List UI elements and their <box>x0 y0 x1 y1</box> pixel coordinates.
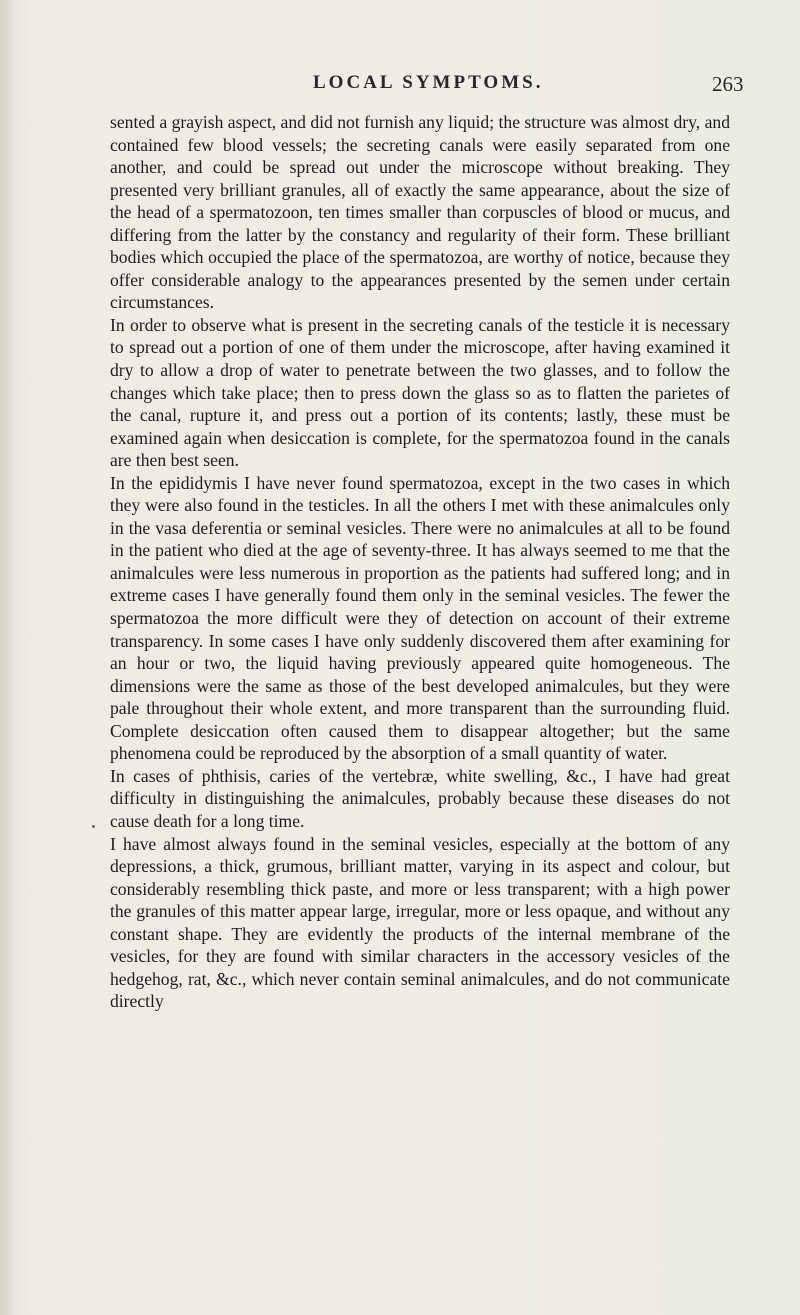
paragraph-continuation: sented a grayish aspect, and did not furnish any liquid; the structure was almost dry, and contained few blood vessels; the secreting canals were easily separated from one another, and could be spread out under the microscope without breaking. They presented very brilliant granules, all of exactly the same appearance, about the size of the head of a spermatozoon, ten times smaller than corpuscles of blood or mucus, and differing from the latter by the constancy and regularity of their form. These brilliant bodies which occupied the place of the spermatozoa, are worthy of notice, because they offer considerable analogy to the appearances presented by the semen under certain circumstances. <box>110 112 730 313</box>
paragraph-phthisis: In cases of phthisis, caries of the vertebræ, white swelling, &c., I have had great difficulty in distinguishing the animalcules, probably because these diseases do not cause death for a long time. <box>110 765 730 831</box>
running-title: LOCAL SYMPTOMS. <box>313 72 544 93</box>
running-header <box>0 72 800 102</box>
page-gutter-shadow <box>0 0 14 1315</box>
paragraph-epididymis: In the epididymis I have never found spermatozoa, except in the two cases in which they were also found in the testicles. In all the others I met with these animalcules only in the vasa deferentia or seminal vesicles. There were no animalcules at all to be found in the patient who died at the age of seventy-three. It has always seemed to me that the animalcules were less numerous in proportion as the patients had suffered long; and in extreme cases I have generally found them only in the seminal vesicles. The fewer the spermatozoa the more difficult were they of detection on account of their extreme transparency. In some cases I have only suddenly discovered them after examining for an hour or two, the liquid having previously appeared quite homogeneous. The dimensions were the same as those of the best developed animalcules, but they were pale throughout their whole extent, and more transparent than the surrounding fluid. Complete desiccation often caused them to disappear altogether; but the same phenomena could be reproduced by the absorption of a small quantity of water. <box>110 472 730 764</box>
body-text <box>110 111 730 1013</box>
paragraph-seminal-vesicles: I have almost always found in the seminal vesicles, especially at the bottom of any depressions, a thick, grumous, brilliant matter, varying in its aspect and colour, but considerably resembling thick paste, and more or less transparent; with a high power the granules of this matter appear large, irregular, more or less opaque, and without any constant shape. They are evidently the products of the internal membrane of the vesicles, for they are found with similar characters in the accessory vesicles of the hedgehog, rat, &c., which never contain seminal animalcules, and do not communicate directly <box>110 833 730 1012</box>
scan-speck <box>92 825 95 828</box>
paragraph-observation-method: In order to observe what is present in the secreting canals of the testicle it is necessary to spread out a portion of one of them under the microscope, after having examined it dry to allow a drop of water to penetrate between the two glasses, and to follow the changes which take place; then to press down the glass so as to flatten the parietes of the canal, rupture it, and press out a portion of its contents; lastly, these must be examined again when desiccation is complete, for the spermatozoa found in the canals are then best seen. <box>110 314 730 471</box>
page-number: 263 <box>712 72 744 96</box>
